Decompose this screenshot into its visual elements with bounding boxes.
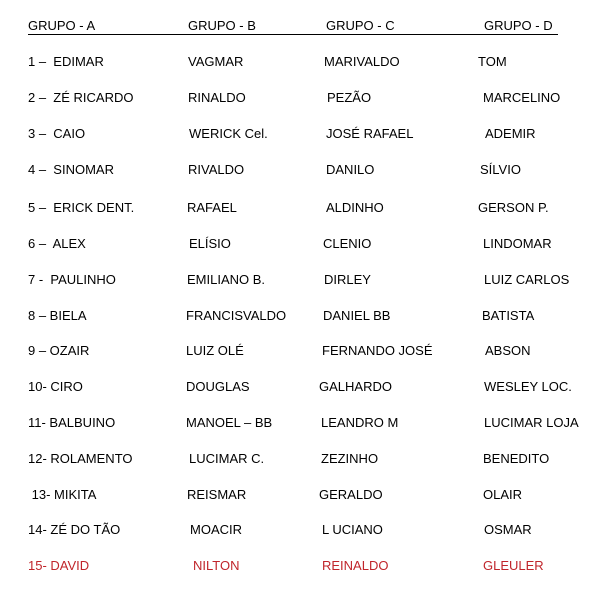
cell-grupo-c-1: MARIVALDO <box>324 54 400 69</box>
cell-grupo-c-2: PEZÃO <box>327 90 372 105</box>
cell-grupo-a-4: 4 – SINOMAR <box>28 162 114 177</box>
cell-grupo-b-3: WERICK Cel. <box>189 126 268 141</box>
cell-grupo-b-8: FRANCISVALDO <box>186 308 287 323</box>
cell-grupo-c-5: ALDINHO <box>326 200 384 215</box>
cell-grupo-c-3: JOSÉ RAFAEL <box>326 126 414 141</box>
cell-grupo-a-3: 3 – CAIO <box>28 126 86 141</box>
cell-grupo-b-12: LUCIMAR C. <box>189 451 265 466</box>
cell-grupo-d-1: TOM <box>478 54 507 69</box>
cell-grupo-b-11: MANOEL – BB <box>186 415 273 430</box>
cell-grupo-a-10: 10- CIRO <box>28 379 83 394</box>
cell-grupo-d-13: OLAIR <box>483 487 523 502</box>
cell-grupo-b-9: LUIZ OLÉ <box>186 343 244 358</box>
cell-grupo-d-11: LUCIMAR LOJA <box>484 415 579 430</box>
cell-grupo-a-6: 6 – ALEX <box>28 236 86 251</box>
cell-grupo-a-9: 9 – OZAIR <box>28 343 90 358</box>
cell-grupo-a-8: 8 – BIELA <box>28 308 87 323</box>
cell-grupo-c-15: REINALDO <box>322 558 389 573</box>
cell-grupo-a-2: 2 – ZÉ RICARDO <box>28 90 134 105</box>
header-underline <box>28 34 558 35</box>
cell-grupo-d-3: ADEMIR <box>485 126 536 141</box>
cell-grupo-d-10: WESLEY LOC. <box>484 379 572 394</box>
cell-grupo-c-4: DANILO <box>326 162 375 177</box>
cell-grupo-a-14: 14- ZÉ DO TÃO <box>28 522 121 537</box>
cell-grupo-d-15: GLEULER <box>483 558 544 573</box>
cell-grupo-a-5: 5 – ERICK DENT. <box>28 200 135 215</box>
cell-grupo-d-4: SÍLVIO <box>480 162 521 177</box>
header-grupo-a: GRUPO - A <box>28 18 96 33</box>
cell-grupo-c-13: GERALDO <box>319 487 383 502</box>
cell-grupo-a-7: 7 - PAULINHO <box>28 272 116 287</box>
cell-grupo-b-10: DOUGLAS <box>186 379 250 394</box>
cell-grupo-b-5: RAFAEL <box>187 200 237 215</box>
cell-grupo-c-8: DANIEL BB <box>323 308 391 323</box>
cell-grupo-b-13: REISMAR <box>187 487 247 502</box>
cell-grupo-d-12: BENEDITO <box>483 451 550 466</box>
cell-grupo-a-11: 11- BALBUINO <box>28 415 116 430</box>
header-grupo-b: GRUPO - B <box>188 18 256 33</box>
cell-grupo-a-12: 12- ROLAMENTO <box>28 451 133 466</box>
header-grupo-d: GRUPO - D <box>484 18 553 33</box>
cell-grupo-c-12: ZEZINHO <box>321 451 379 466</box>
cell-grupo-d-8: BATISTA <box>482 308 535 323</box>
cell-grupo-d-14: OSMAR <box>484 522 532 537</box>
cell-grupo-c-11: LEANDRO M <box>321 415 399 430</box>
cell-grupo-d-5: GERSON P. <box>478 200 549 215</box>
cell-grupo-c-7: DIRLEY <box>324 272 371 287</box>
cell-grupo-d-6: LINDOMAR <box>483 236 552 251</box>
cell-grupo-d-7: LUIZ CARLOS <box>484 272 570 287</box>
cell-grupo-b-2: RINALDO <box>188 90 246 105</box>
cell-grupo-c-6: CLENIO <box>323 236 372 251</box>
cell-grupo-b-1: VAGMAR <box>188 54 244 69</box>
header-grupo-c: GRUPO - C <box>326 18 395 33</box>
cell-grupo-d-9: ABSON <box>485 343 531 358</box>
cell-grupo-a-1: 1 – EDIMAR <box>28 54 104 69</box>
cell-grupo-b-4: RIVALDO <box>188 162 245 177</box>
cell-grupo-b-14: MOACIR <box>190 522 242 537</box>
cell-grupo-a-15: 15- DAVID <box>28 558 90 573</box>
cell-grupo-d-2: MARCELINO <box>483 90 561 105</box>
cell-grupo-c-10: GALHARDO <box>319 379 392 394</box>
cell-grupo-a-13: 13- MIKITA <box>28 487 97 502</box>
cell-grupo-b-6: ELÍSIO <box>189 236 231 251</box>
cell-grupo-c-9: FERNANDO JOSÉ <box>322 343 433 358</box>
cell-grupo-c-14: L UCIANO <box>322 522 383 537</box>
cell-grupo-b-7: EMILIANO B. <box>187 272 266 287</box>
cell-grupo-b-15: NILTON <box>193 558 240 573</box>
